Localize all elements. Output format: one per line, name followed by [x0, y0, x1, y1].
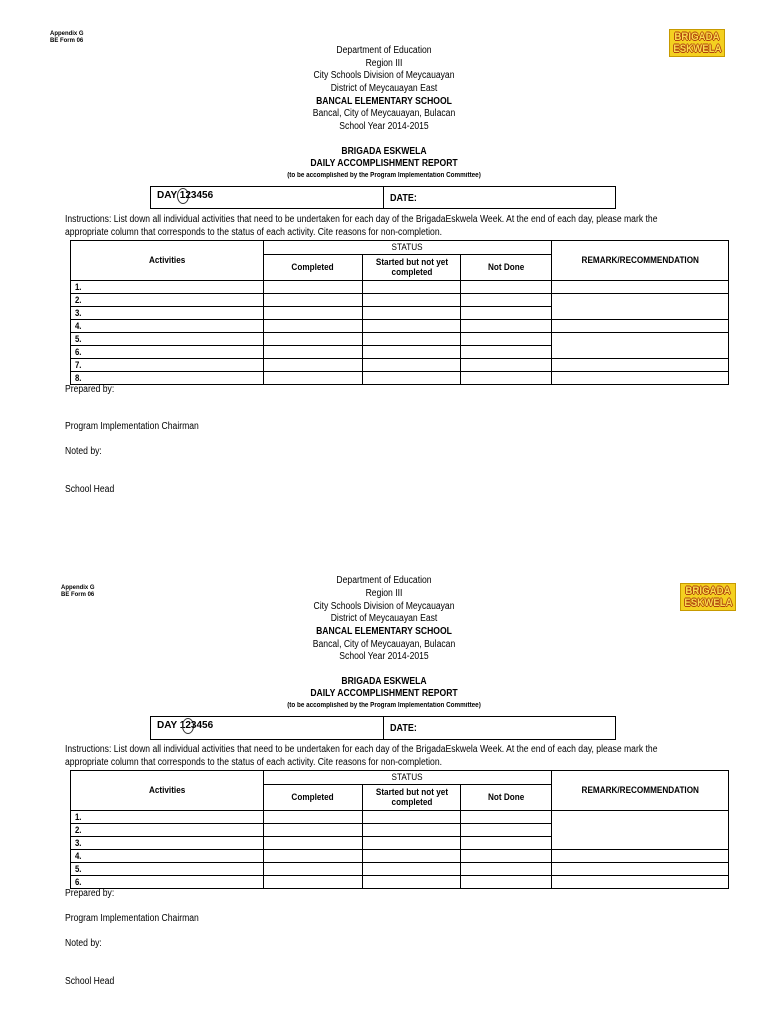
prepared-by-label: Prepared by:: [65, 888, 115, 899]
school-year: School Year 2014-2015: [339, 651, 429, 662]
district-name: District of Meycauayan East: [330, 613, 438, 624]
report-title: DAILY ACCOMPLISHMENT REPORT: [310, 688, 458, 699]
school-name: BANCAL ELEMENTARY SCHOOL: [316, 626, 452, 637]
not-done-cell: [461, 850, 552, 863]
started-cell: [363, 837, 461, 850]
instructions-line-1: Instructions: List down all individual activities that need to be undertaken for each day of the BrigadaEskwela Week. At the end of each day, please mark the: [65, 744, 658, 755]
remark-cell: [552, 294, 729, 320]
remark-cell: [552, 811, 729, 850]
row-number: 2.: [71, 294, 264, 307]
report-title: DAILY ACCOMPLISHMENT REPORT: [310, 158, 458, 169]
completed-cell: [264, 359, 363, 372]
not-done-cell: [461, 281, 552, 294]
row-number: 2.: [71, 824, 264, 837]
table-row: [71, 359, 729, 372]
started-cell: [363, 359, 461, 372]
started-cell: [363, 333, 461, 346]
table-header-row: [71, 241, 729, 255]
noted-by-label: Noted by:: [65, 938, 102, 949]
not-done-cell: [461, 824, 552, 837]
chairman-label: Program Implementation Chairman: [65, 913, 199, 924]
day-field: [157, 720, 213, 732]
not-done-cell: [461, 307, 552, 320]
not-done-cell: [461, 372, 552, 385]
status-header: STATUS: [264, 771, 552, 785]
started-cell: [363, 346, 461, 359]
day-digit: 3: [190, 720, 197, 731]
completed-cell: [264, 281, 363, 294]
program-title: BRIGADA ESKWELA: [341, 676, 427, 687]
school-address: Bancal, City of Meycauayan, Bulacan: [312, 108, 456, 119]
remark-header: REMARK/RECOMMENDATION: [552, 241, 729, 281]
table-row: [71, 333, 729, 346]
remark-cell: [552, 281, 729, 294]
not-done-cell: [461, 346, 552, 359]
date-cell: [383, 187, 615, 208]
date-label: DATE:: [390, 723, 417, 734]
day-digit: 5: [202, 720, 208, 731]
division-name: City Schools Division of Meycauayan: [313, 70, 455, 81]
not-done-cell: [461, 359, 552, 372]
report-note: (to be accomplished by the Program Implementation Committee): [287, 172, 481, 179]
day-digit: 2: [185, 190, 191, 201]
started-cell: [363, 281, 461, 294]
department-name: Department of Education: [336, 45, 432, 56]
completed-cell: [264, 294, 363, 307]
row-number: 3.: [71, 837, 264, 850]
completed-cell: [264, 320, 363, 333]
school-year: School Year 2014-2015: [339, 121, 429, 132]
remark-cell: [552, 863, 729, 876]
chairman-label: Program Implementation Chairman: [65, 421, 199, 432]
row-number: 4.: [71, 320, 264, 333]
appendix-title: Appendix G: [50, 30, 84, 37]
day-field: [157, 190, 213, 202]
logo-line-1: BRIGADA: [674, 31, 720, 43]
remark-cell: [552, 320, 729, 333]
program-title: BRIGADA ESKWELA: [341, 146, 427, 157]
started-header: Started but not yet completed: [363, 255, 461, 281]
day-digit: 6: [207, 720, 214, 731]
remark-header: REMARK/RECOMMENDATION: [552, 771, 729, 811]
completed-cell: [264, 307, 363, 320]
accomplishment-report-form-2: [0, 530, 768, 1010]
not-done-cell: [461, 320, 552, 333]
day-digit: 2: [185, 720, 191, 731]
date-cell: [383, 717, 615, 739]
completed-cell: [264, 837, 363, 850]
not-done-cell: [461, 294, 552, 307]
table-row: [71, 281, 729, 294]
row-number: 5.: [71, 863, 264, 876]
division-name: City Schools Division of Meycauayan: [313, 601, 455, 612]
remark-cell: [552, 333, 729, 359]
completed-cell: [264, 811, 363, 824]
table-row: [71, 863, 729, 876]
not-done-cell: [461, 837, 552, 850]
logo-line-1: BRIGADA: [685, 585, 731, 597]
remark-cell: [552, 876, 729, 889]
district-name: District of Meycauayan East: [330, 83, 438, 94]
form-code: BE Form 06: [50, 37, 84, 44]
activities-header: Activities: [71, 771, 264, 811]
started-cell: [363, 876, 461, 889]
region-name: Region III: [365, 588, 403, 599]
table-row: [71, 294, 729, 307]
row-number: 1.: [71, 281, 264, 294]
form-code: BE Form 06: [61, 591, 95, 598]
day-digit: 1: [179, 190, 186, 201]
day-digit: 5: [202, 190, 208, 201]
row-number: 8.: [71, 372, 264, 385]
completed-cell: [264, 372, 363, 385]
table-row: [71, 850, 729, 863]
table-row: [71, 811, 729, 824]
row-number: 6.: [71, 346, 264, 359]
instructions-line-1: Instructions: List down all individual activities that need to be undertaken for each day of the BrigadaEskwela Week. At the end of each day, please mark the: [65, 214, 658, 225]
not-done-header: Not Done: [461, 785, 552, 811]
day-digit: 4: [196, 190, 203, 201]
school-name: BANCAL ELEMENTARY SCHOOL: [316, 96, 452, 107]
completed-header: Completed: [264, 785, 363, 811]
day-date-box: [150, 716, 616, 740]
remark-cell: [552, 850, 729, 863]
started-cell: [363, 320, 461, 333]
completed-cell: [264, 876, 363, 889]
completed-header: Completed: [264, 255, 363, 281]
started-cell: [363, 824, 461, 837]
day-label: DAY: [157, 190, 178, 201]
day-label: DAY: [157, 720, 178, 731]
started-cell: [363, 372, 461, 385]
region-name: Region III: [365, 58, 403, 69]
school-address: Bancal, City of Meycauayan, Bulacan: [312, 639, 456, 650]
completed-cell: [264, 850, 363, 863]
not-done-cell: [461, 811, 552, 824]
day-cell: [151, 187, 383, 208]
accomplishment-report-form-1: [0, 0, 768, 500]
instructions-line-2: appropriate column that corresponds to the status of each activity. Cite reasons for non-completion.: [65, 757, 443, 768]
school-head-label: School Head: [65, 484, 115, 495]
appendix-label: [50, 30, 84, 44]
not-done-cell: [461, 876, 552, 889]
instructions-line-2: appropriate column that corresponds to the status of each activity. Cite reasons for non-completion.: [65, 227, 443, 238]
completed-cell: [264, 863, 363, 876]
noted-by-label: Noted by:: [65, 446, 102, 457]
day-digit: 1: [179, 720, 186, 731]
status-table: [70, 770, 729, 889]
logo-line-2: ESKWELA: [673, 43, 722, 55]
day-cell: [151, 717, 383, 739]
department-name: Department of Education: [336, 575, 432, 586]
row-number: 5.: [71, 333, 264, 346]
report-note: (to be accomplished by the Program Implementation Committee): [287, 702, 481, 709]
school-head-label: School Head: [65, 976, 115, 987]
started-header: Started but not yet completed: [363, 785, 461, 811]
prepared-by-label: Prepared by:: [65, 384, 115, 395]
date-label: DATE:: [390, 193, 417, 204]
row-number: 7.: [71, 359, 264, 372]
table-header-row: [71, 771, 729, 785]
completed-cell: [264, 333, 363, 346]
day-date-box: [150, 186, 616, 209]
completed-cell: [264, 824, 363, 837]
row-number: 4.: [71, 850, 264, 863]
status-table: [70, 240, 729, 385]
table-row: [71, 320, 729, 333]
row-number: 6.: [71, 876, 264, 889]
started-cell: [363, 294, 461, 307]
remark-cell: [552, 359, 729, 372]
row-number: 3.: [71, 307, 264, 320]
row-number: 1.: [71, 811, 264, 824]
appendix-title: Appendix G: [61, 584, 95, 591]
not-done-header: Not Done: [461, 255, 552, 281]
started-cell: [363, 811, 461, 824]
table-row: [71, 876, 729, 889]
table-row: [71, 372, 729, 385]
day-digit: 3: [190, 190, 197, 201]
started-cell: [363, 850, 461, 863]
started-cell: [363, 307, 461, 320]
started-cell: [363, 863, 461, 876]
completed-cell: [264, 346, 363, 359]
day-digit: 6: [207, 190, 214, 201]
remark-cell: [552, 372, 729, 385]
not-done-cell: [461, 333, 552, 346]
activities-header: Activities: [71, 241, 264, 281]
status-header: STATUS: [264, 241, 552, 255]
day-digit: 4: [196, 720, 203, 731]
logo-line-2: ESKWELA: [684, 597, 733, 609]
not-done-cell: [461, 863, 552, 876]
